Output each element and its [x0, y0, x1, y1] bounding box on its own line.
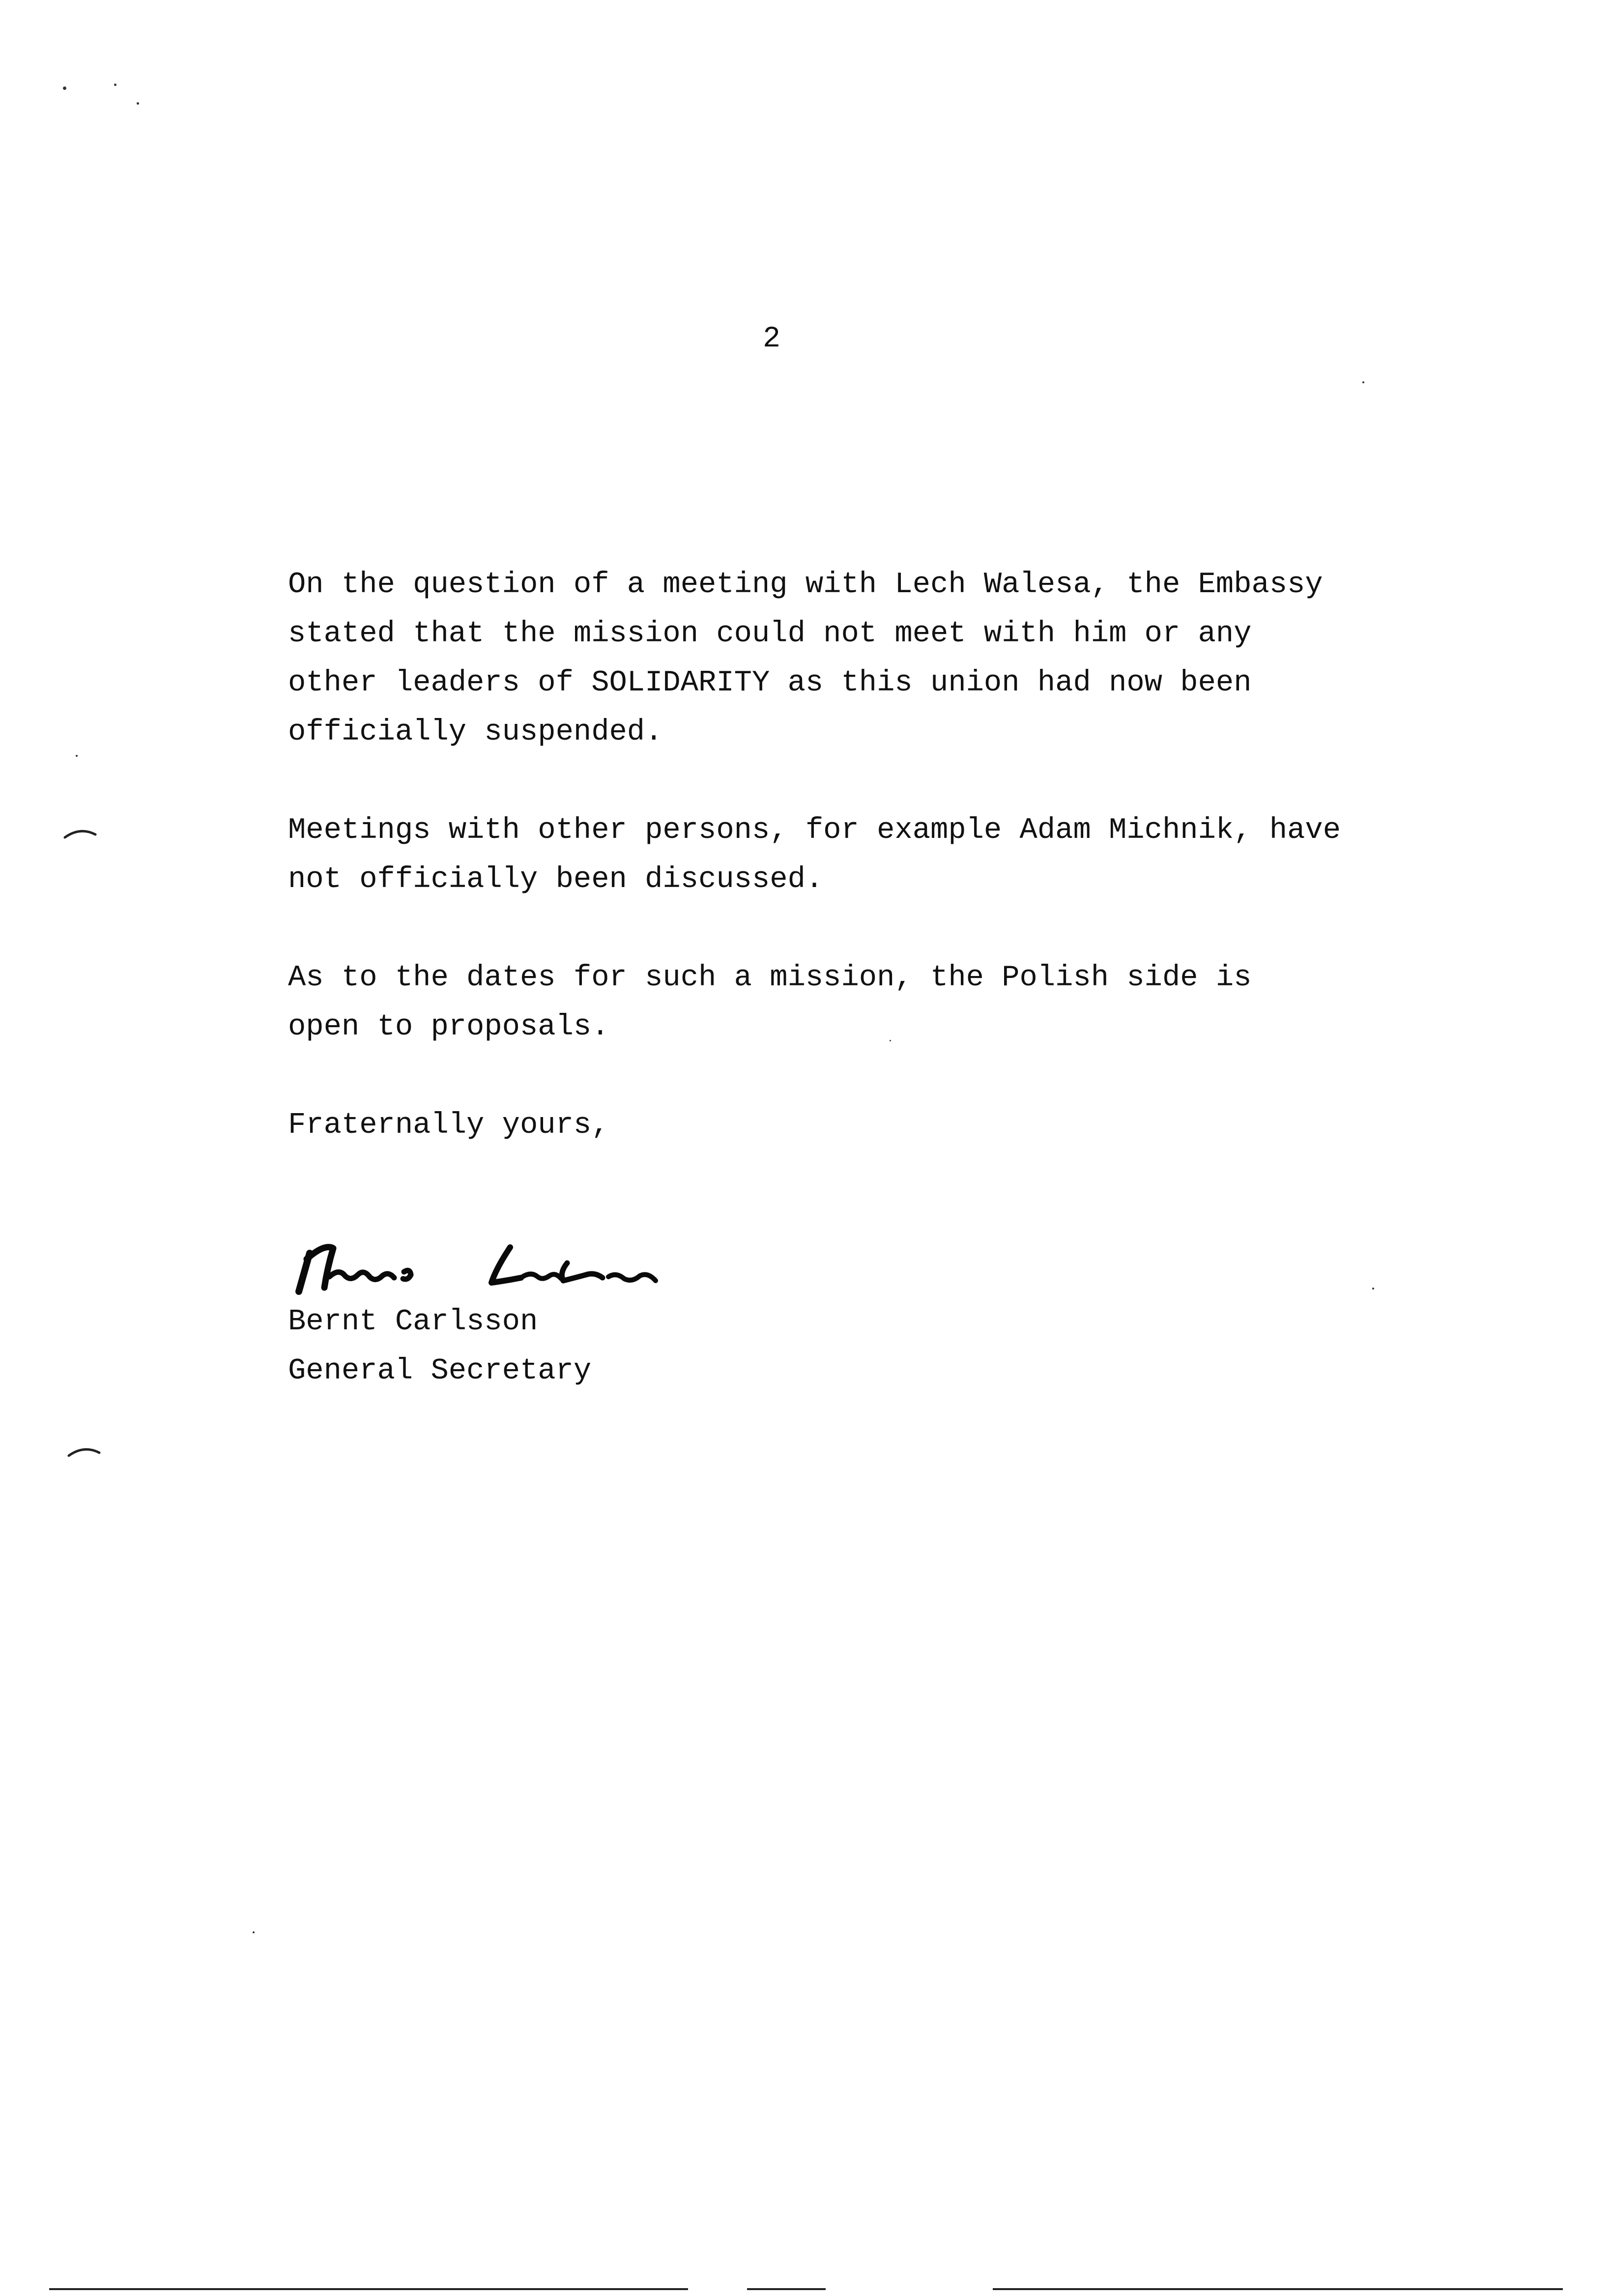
signatory-name: Bernt Carlsson: [288, 1305, 538, 1339]
page-edge-line: [993, 2288, 1563, 2290]
page-edge-line: [49, 2288, 688, 2290]
text-line: Meetings with other persons, for example Adam Michnik, have: [288, 814, 1341, 847]
scan-speck: [253, 1931, 255, 1933]
scan-speck: [1362, 381, 1364, 383]
paragraph-mission-dates: [288, 953, 1546, 1052]
paragraph-other-meetings: [288, 806, 1546, 904]
text-line: open to proposals.: [288, 1010, 609, 1044]
text-line: officially suspended.: [288, 716, 663, 749]
text-line: not officially been discussed.: [288, 863, 824, 896]
text-line: other leaders of SOLIDARITY as this union had now been: [288, 666, 1252, 700]
handwritten-signature: [290, 1234, 693, 1307]
signatory-title: General Secretary: [288, 1354, 592, 1388]
scan-speck: [63, 86, 66, 90]
text-line: stated that the mission could not meet with him or any: [288, 617, 1252, 651]
punch-hole-mark: [67, 1444, 101, 1459]
closing-salutation: Fraternally yours,: [288, 1109, 609, 1142]
paragraph-walesa-meeting: [288, 560, 1546, 757]
page-number: 2: [763, 322, 781, 356]
punch-hole-mark: [63, 826, 97, 840]
scan-speck: [114, 84, 116, 86]
text-line: On the question of a meeting with Lech Walesa, the Embassy: [288, 568, 1323, 602]
scan-speck: [1372, 1288, 1374, 1290]
text-line: As to the dates for such a mission, the Polish side is: [288, 961, 1252, 995]
page-edge-line: [747, 2288, 826, 2290]
scan-speck: [137, 102, 139, 105]
scan-speck: [76, 755, 78, 757]
